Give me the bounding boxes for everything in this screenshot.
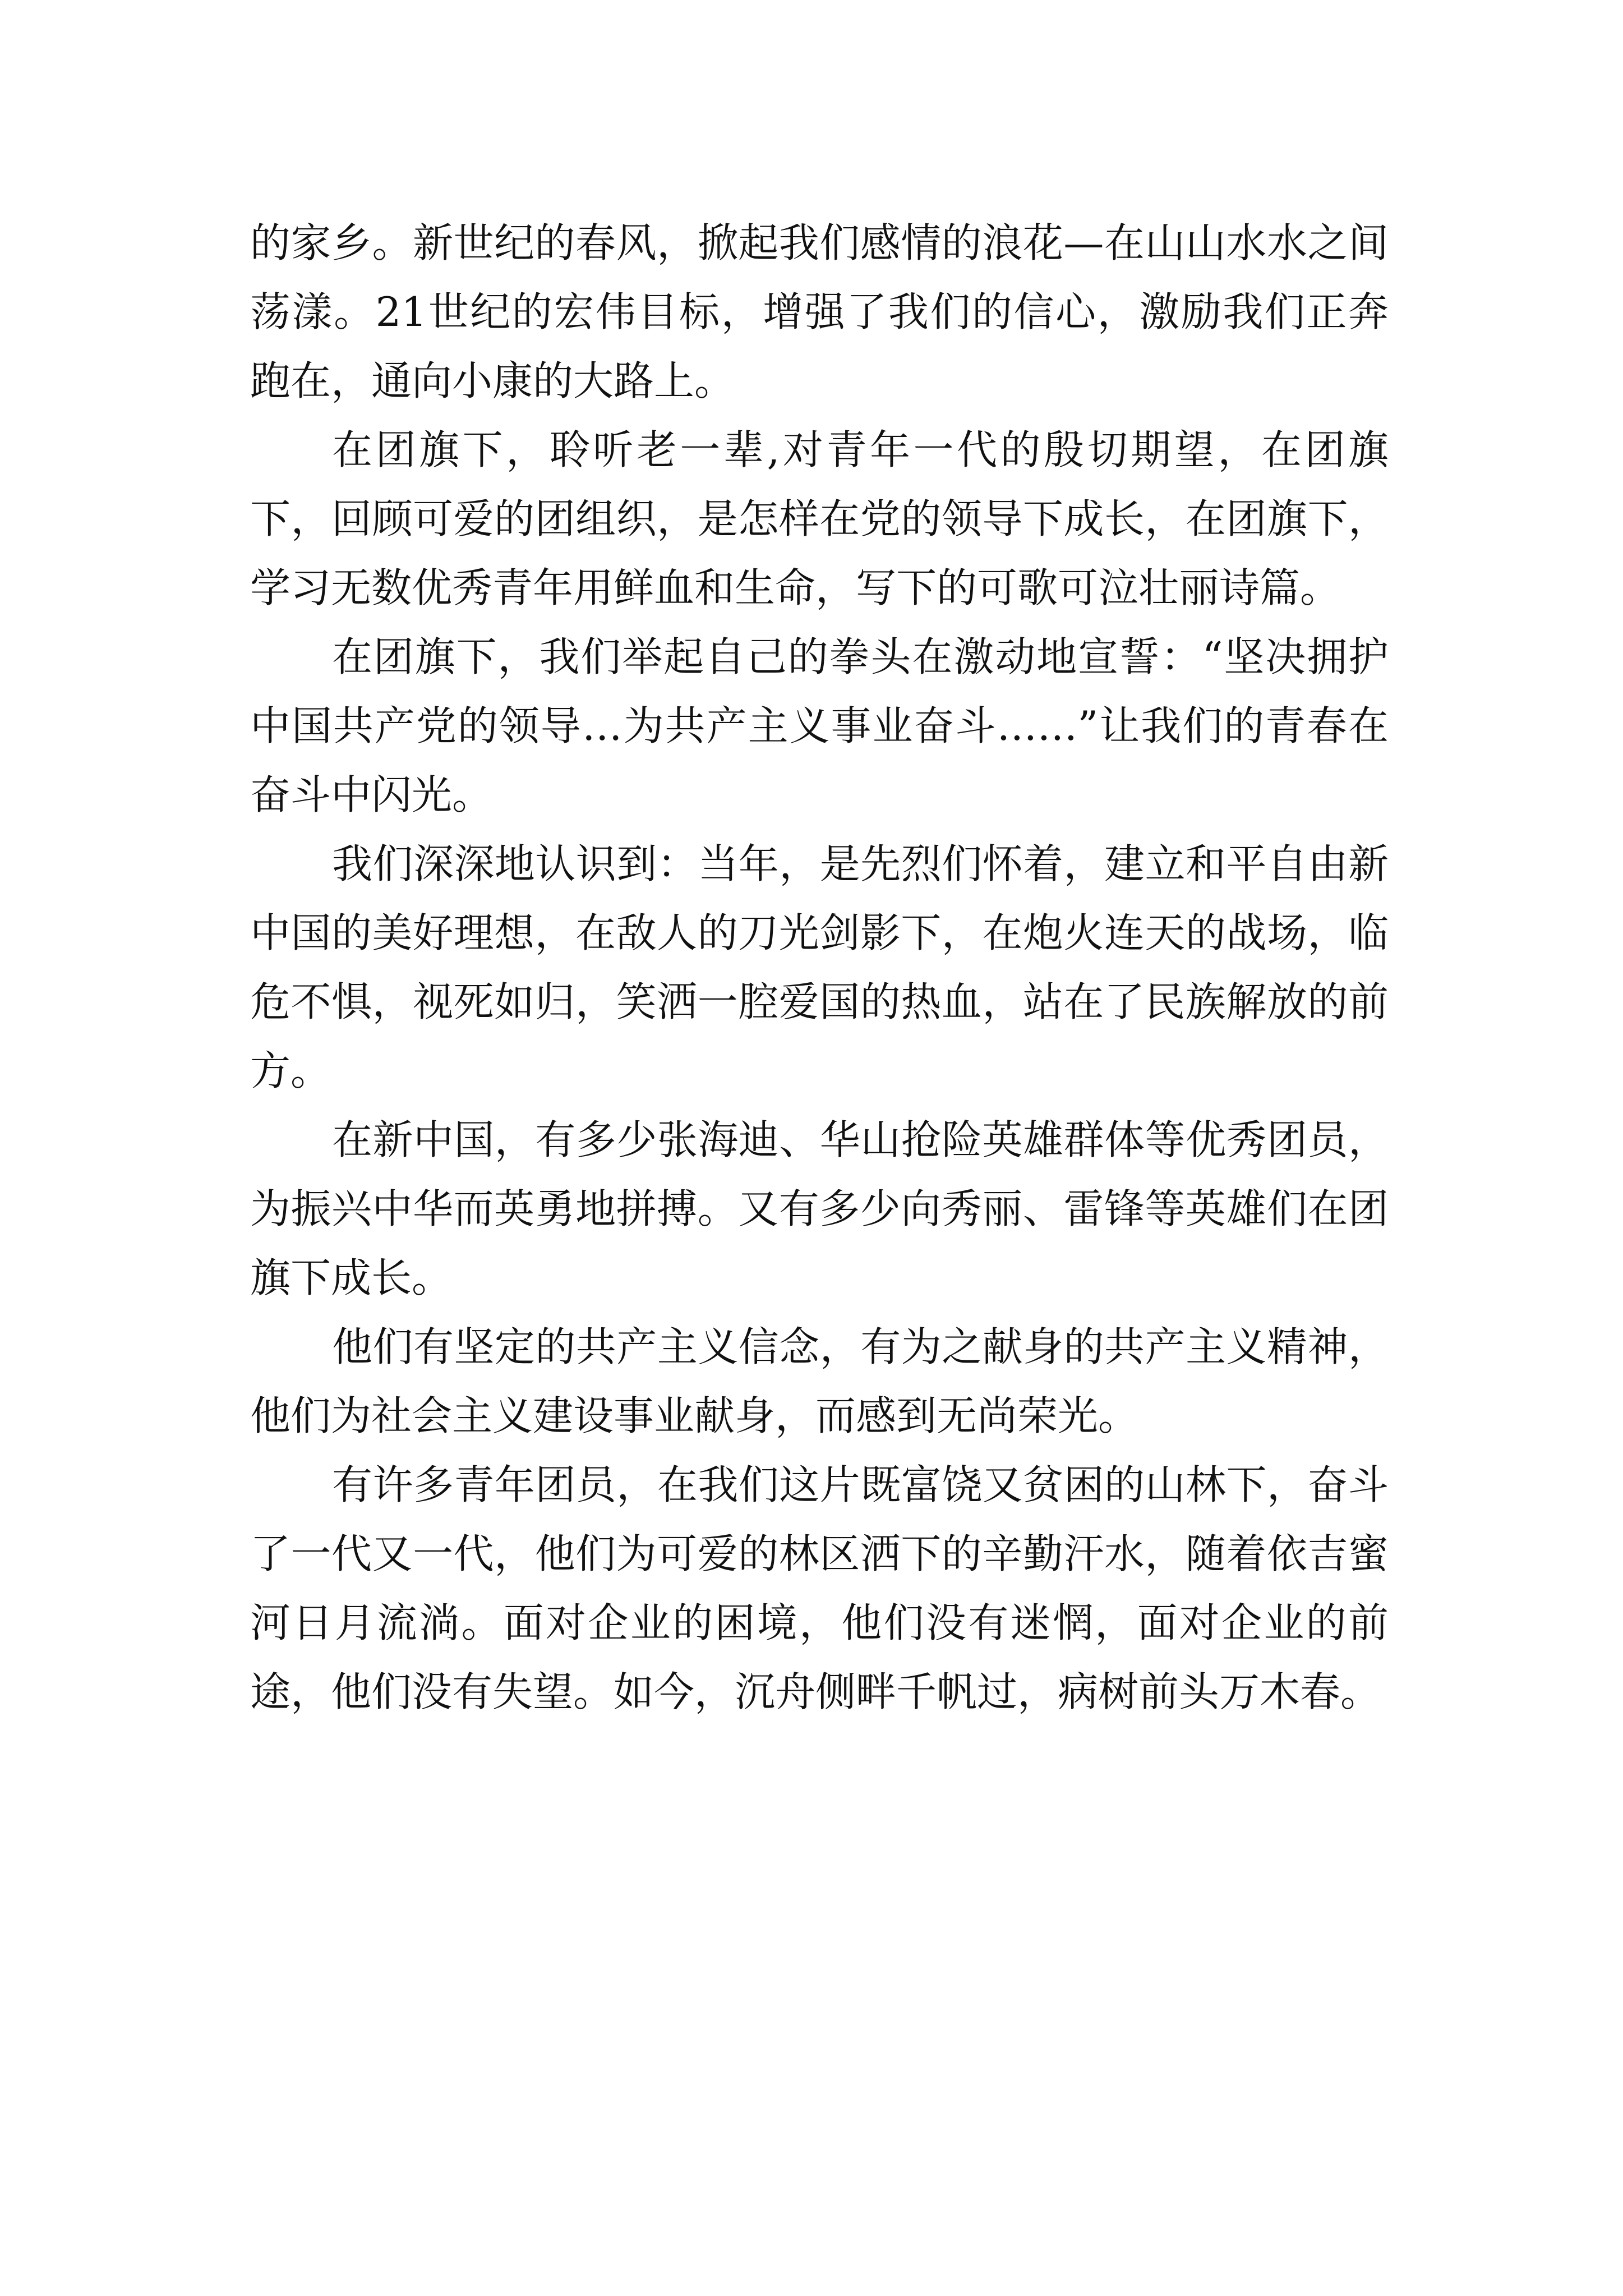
paragraph: 在团旗下，聆听老一辈,对青年一代的殷切期望，在团旗下，回顾可爱的团组织，是怎样在党的领导下成长，在团旗下，学习无数优秀青年用鲜血和生命，写下的可歌可泣壮丽诗篇。 <box>250 426 1389 611</box>
paragraph-continuation: 的家乡。新世纪的春风，掀起我们感情的浪花—在山山水水之间荡漾。21世纪的宏伟目标，增强了我们的信心，激励我们正奔跑在，通向小康的大路上。 <box>250 219 1389 404</box>
paragraph: 在团旗下，我们举起自己的拳头在激动地宣誓：“坚决拥护中国共产党的领导…为共产主义事业奋斗……”让我们的青春在奋斗中闪光。 <box>250 633 1389 818</box>
paragraph: 在新中国，有多少张海迪、华山抢险英雄群体等优秀团员，为振兴中华而英勇地拼搏。又有多少向秀丽、雷锋等英雄们在团旗下成长。 <box>250 1116 1389 1301</box>
paragraph: 有许多青年团员，在我们这片既富饶又贫困的山林下，奋斗了一代又一代，他们为可爱的林区洒下的辛勤汗水，随着依吉蜜河日月流淌。面对企业的困境，他们没有迷惘，面对企业的前途，他们没有失望。如今，沉舟侧畔千帆过，病树前头万木春。 <box>250 1461 1389 1715</box>
body-text <box>250 209 1389 1727</box>
paragraph: 我们深深地认识到：当年，是先烈们怀着，建立和平自由新中国的美好理想，在敌人的刀光剑影下，在炮火连天的战场，临危不惧，视死如归，笑洒一腔爱国的热血，站在了民族解放的前方。 <box>250 840 1389 1094</box>
paragraph: 他们有坚定的共产主义信念，有为之献身的共产主义精神，他们为社会主义建设事业献身，而感到无尚荣光。 <box>250 1323 1389 1439</box>
